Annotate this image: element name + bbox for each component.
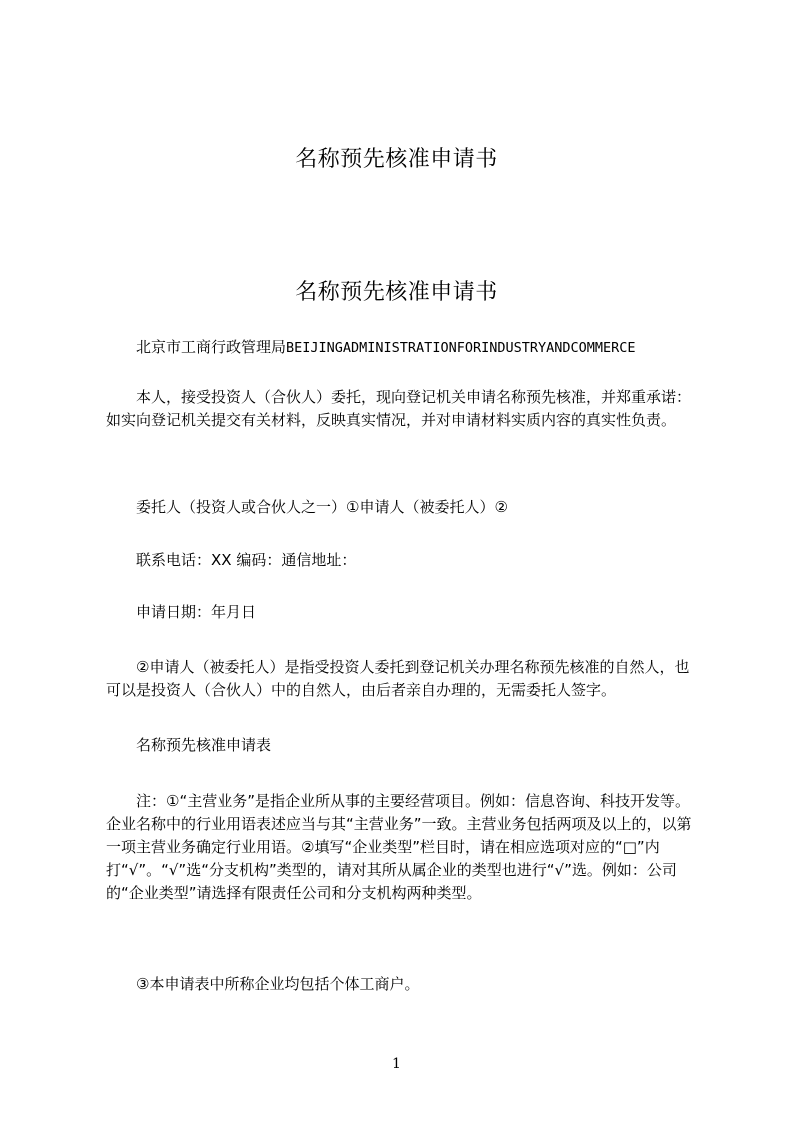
individual-note-paragraph: ③本申请表中所称企业均包括个体工商户。 xyxy=(136,975,420,993)
document-title-main: 名称预先核准申请书 xyxy=(295,280,498,305)
agency-name-en: BEIJINGADMINISTRATIONFORINDUSTRYANDCOMMERCE xyxy=(286,340,636,356)
date-line: 申请日期：年月日 xyxy=(136,603,257,621)
contact-line: 联系电话：XX 编码：通信地址： xyxy=(136,551,357,569)
applicant-note-paragraph: ②申请人（被委托人）是指受投资人委托到登记机关办理名称预先核准的自然人，也可以是投资人（合伙人）中的自然人，由后者亲自办理的，无需委托人签字。 xyxy=(106,658,690,699)
signature-line: 委托人（投资人或合伙人之一）①申请人（被委托人）② xyxy=(136,498,508,516)
business-note-paragraph: 注：①“主营业务”是指企业所从事的主要经营项目。例如：信息咨询、科技开发等。企业名称中的行业用语表述应当与其“主营业务”一致。主营业务包括两项及以上的，以第一项主营业务确定行业用语。②填写“企业类型”栏目时，请在相应选项对应的“□”内打“√”。“√”选“分支机构”类型的，请对其所从属企业的类型也进行“√”选。例如：公司的“企业类型”请选择有限责任公司和分支机构两种类型。 xyxy=(106,792,692,902)
page-number: 1 xyxy=(392,1056,401,1072)
agency-line xyxy=(136,336,736,360)
declaration-paragraph: 本人，接受投资人（合伙人）委托，现向登记机关申请名称预先核准，并郑重承诺：如实向登记机关提交有关材料，反映真实情况，并对申请材料实质内容的真实性负责。 xyxy=(106,388,692,429)
document-title-top: 名称预先核准申请书 xyxy=(295,147,498,172)
form-title: 名称预先核准申请表 xyxy=(136,736,272,754)
agency-name-cn: 北京市工商行政管理局 xyxy=(136,338,287,356)
